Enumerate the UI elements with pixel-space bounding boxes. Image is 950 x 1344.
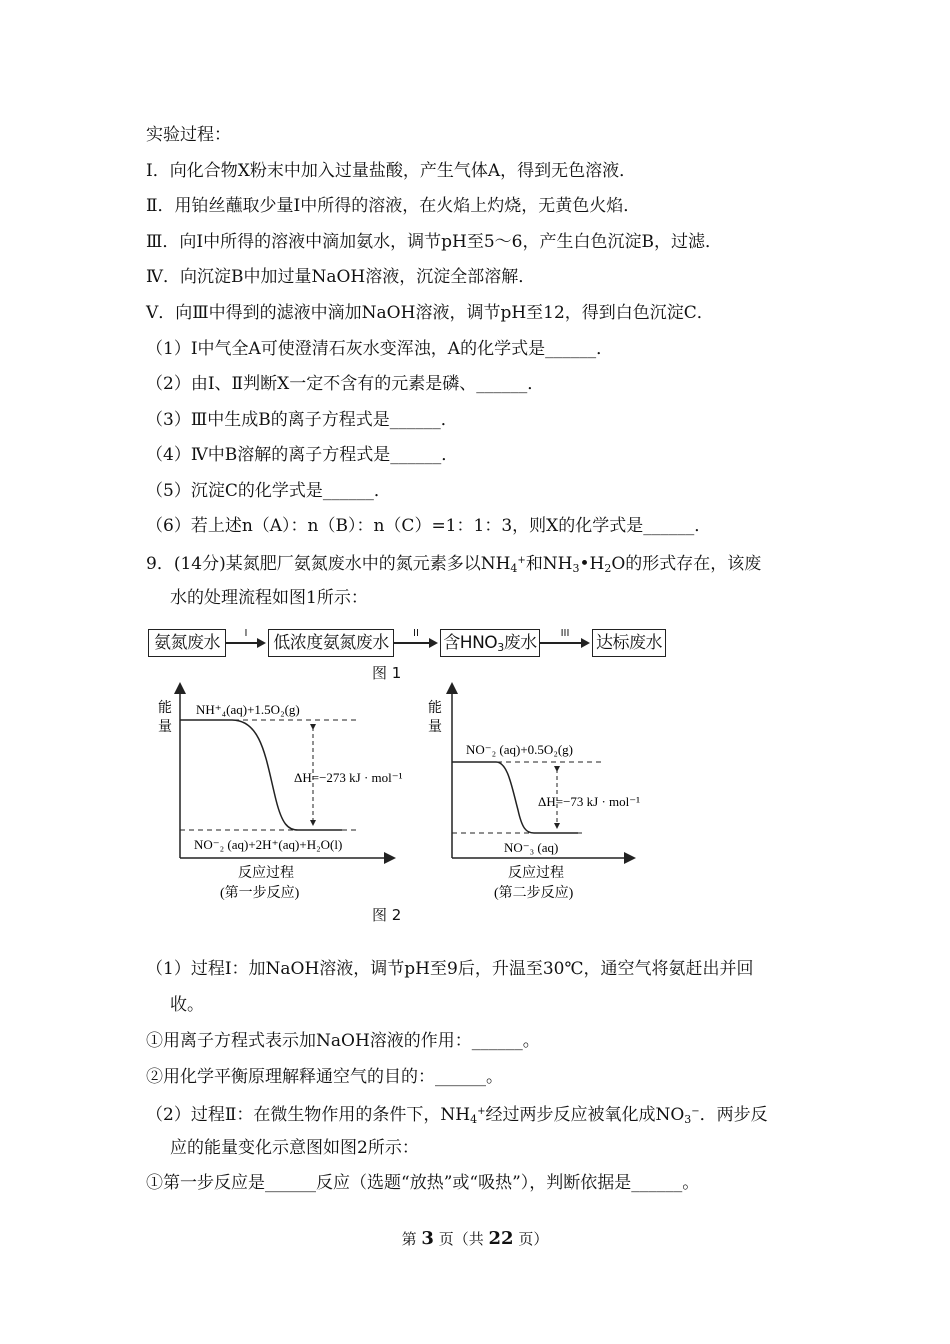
flow-box-ammonia-wastewater: 氨氮废水 [148,629,226,657]
question-5: （5）沉淀C的化学式是______． [146,481,391,501]
left-ylabel-2: 量 [158,720,172,735]
experiment-heading: 实验过程： [146,125,231,145]
page-total: 22 [488,1228,514,1249]
question-4: （4）Ⅳ中B溶解的离子方程式是______． [146,445,459,465]
step-3: Ⅲ．向I中所得的溶液中滴加氨水，调节pH至5～6，产生白色沉淀B，过滤． [146,232,722,252]
right-subtitle: (第二步反应) [494,886,574,901]
step-2: Ⅱ．用铂丝蘸取少量I中所得的溶液，在火焰上灼烧，无黄色火焰． [146,196,641,216]
left-bottom-species: NO⁻₂ (aq)+2H⁺(aq)+H₂O(l) [194,837,343,852]
flow-box-low-ammonia-wastewater: 低浓度氨氮废水 [268,629,394,657]
left-top-species: NH⁺₄(aq)+1.5O₂(g) [196,702,300,717]
q9-intro-line2: 水的处理流程如图1所示： [170,588,368,608]
right-delta-h: ΔH=−73 kJ · mol⁻¹ [538,794,641,809]
right-ylabel-2: 量 [428,720,442,735]
flow-box-hno3-wastewater: 含$HNO_3$废水 [440,629,540,657]
left-ylabel-1: 能 [158,701,172,716]
part2-line2: 应的能量变化示意图如图2所示： [170,1138,419,1158]
flow-arrow-1: I [226,628,266,639]
right-top-species: NO⁻₂ (aq)+0.5O₂(g) [466,742,574,757]
page-footer: 第 3 页（共 22 页） [401,1228,549,1249]
right-xlabel: 反应过程 [508,866,564,881]
question-6: （6）若上述n（A）：n（B）：n（C）=1：1：3，则X的化学式是______． [146,516,712,536]
figure-1-caption: 图 1 [372,664,402,682]
part1-sub1: ①用离子方程式表示加NaOH溶液的作用：______。 [146,1031,540,1051]
q9-intro: 9．(14分)某氮肥厂氨氮废水中的氮元素多以$NH_4^+$和$NH_3•H_2O$的形式存在，该废 [146,554,762,575]
part2-sub1: ①第一步反应是______反应（选题“放热”或“吸热”），判断依据是______。 [146,1173,700,1193]
left-subtitle: (第一步反应) [220,886,300,901]
right-bottom-species: NO⁻₃ (aq) [504,840,559,855]
step-1: I．向化合物X粉末中加入过量盐酸，产生气体A，得到无色溶液． [146,161,637,181]
left-energy-diagram [158,688,403,901]
question-1: （1）I中气全A可使澄清石灰水变浑浊，A的化学式是______． [146,339,614,359]
flow-box-compliant-wastewater: 达标废水 [592,629,666,657]
part1-line2: 收。 [170,995,204,1015]
step-5: V．向Ⅲ中得到的滤液中滴加NaOH溶液，调节pH至12，得到白色沉淀C． [146,303,714,323]
figure-2-caption: 图 2 [372,906,402,924]
part1-line1: （1）过程Ⅰ：加NaOH溶液，调节pH至9后，升温至30℃，通空气将氨赶出并回 [146,959,754,979]
right-energy-diagram [428,688,640,901]
question-3: （3）Ⅲ中生成B的离子方程式是______． [146,410,458,430]
right-ylabel-1: 能 [428,701,442,716]
part1-sub2: ②用化学平衡原理解释通空气的目的：______。 [146,1067,503,1087]
part2-line1: （2）过程Ⅱ：在微生物作用的条件下，$NH_4^+$经过两步反应被氧化成$NO_3^-$．两步反 [146,1105,768,1126]
left-delta-h: ΔH=−273 kJ · mol⁻¹ [294,770,403,785]
question-2: （2）由I、Ⅱ判断X一定不含有的元素是磷、______． [146,374,545,394]
flow-arrow-2: II [394,628,438,639]
left-xlabel: 反应过程 [238,866,294,881]
flow-arrow-3: III [540,628,590,639]
page-number: 3 [421,1228,434,1249]
step-4: Ⅳ．向沉淀B中加过量NaOH溶液，沉淀全部溶解． [146,267,536,287]
